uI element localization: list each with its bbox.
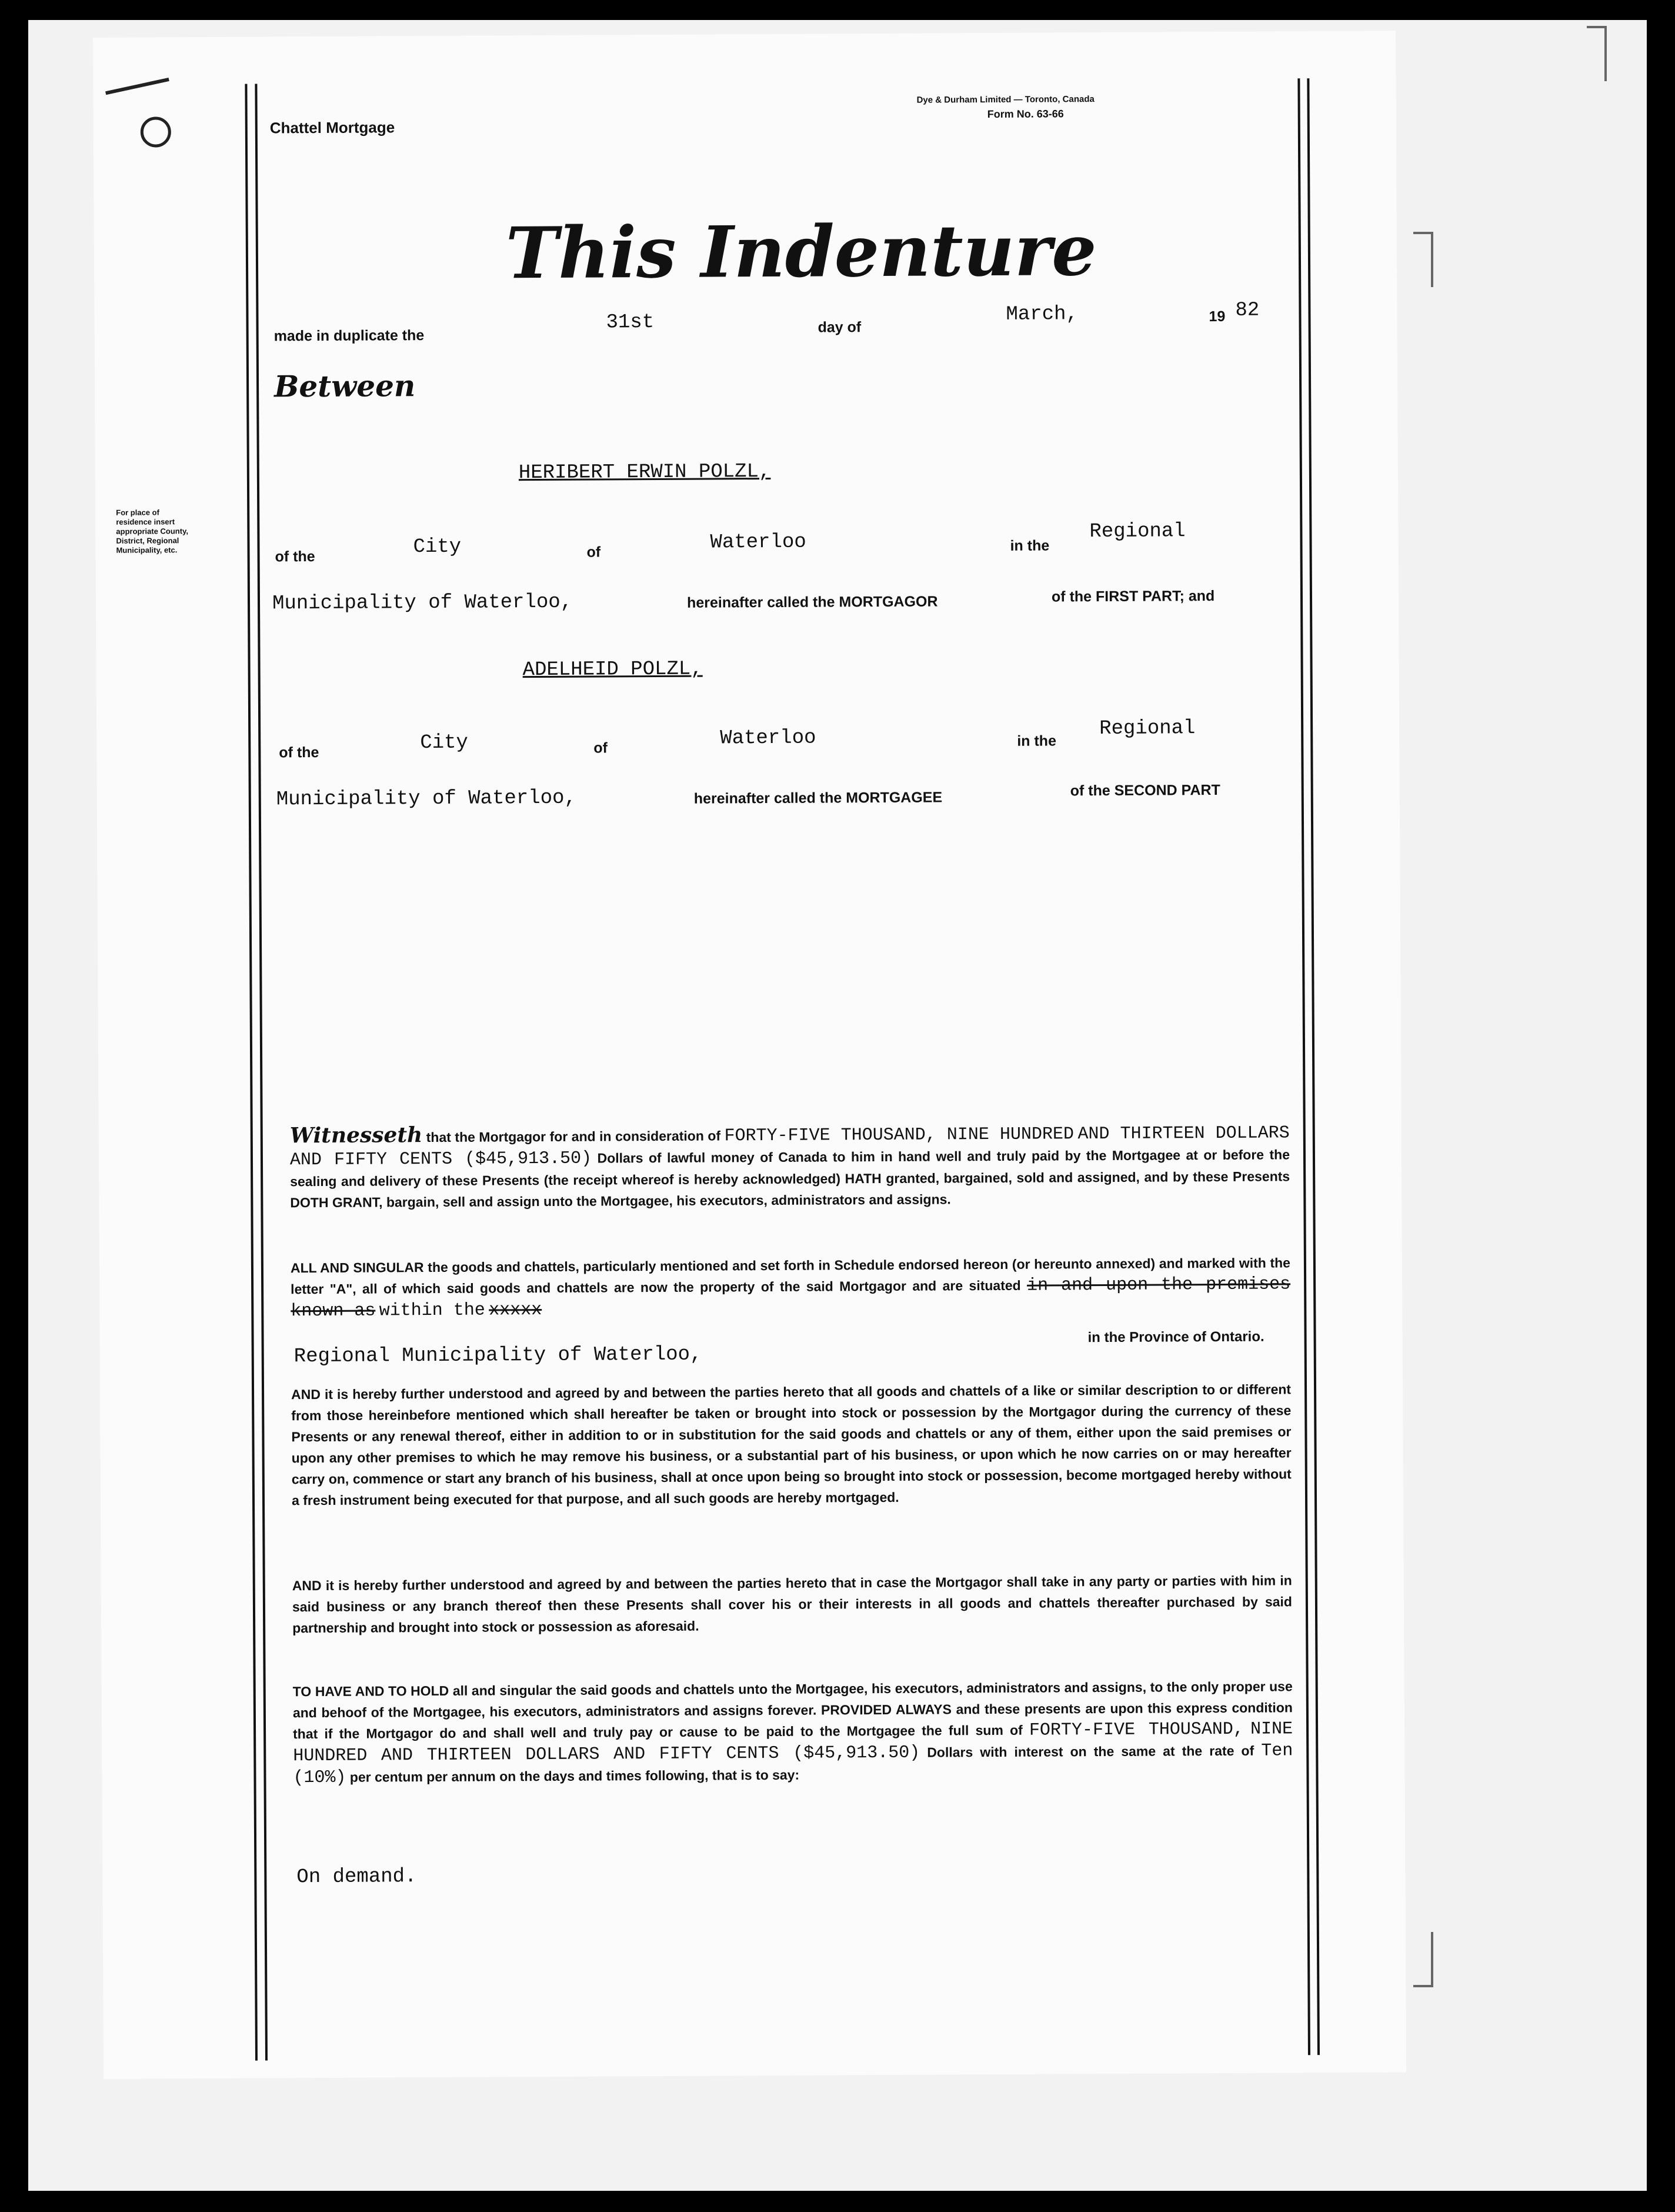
day-of-label: day of [818,319,862,336]
all-and-singular-clause: ALL AND SINGULAR the goods and chattels, particularly mentioned and set forth in Schedule endorsed hereon (or hereunto annexed) and marked with the letter "A", all of which said goods and chattels are now the property of the said Mortgagor and are situated in and upon the premises known as within the xxxxx [290,1255,1291,1322]
mortgagee-called: hereinafter called the MORTGAGEE [693,789,943,807]
principal-amount-2: NINE HUNDRED AND THIRTEEN DOLLARS AND FIFTY CENTS ($45,913.50) [293,1719,1293,1767]
struck-text: xxxxx [489,1300,542,1321]
consideration-amount-2: AND THIRTEEN DOLLARS AND FIFTY CENTS ($45,913.50) [289,1123,1290,1171]
witnesseth-clause: Witnesseth that the Mortgagor for and in consideration of FORTY-FIVE THOUSAND, NINE HUNDRED AND THIRTEEN DOLLARS AND FIFTY CENTS ($45,913.50) Dollars of lawful money of Canada to him in hand well and truly paid by the Mortgagee at or before the sealing and delivery of these Presents (the receipt whereof is hereby acknowledged) HATH granted, bargained, sold and assigned, and by these Presents DOTH GRANT, bargain, sell and assign unto the Mortgagee, his executors, administrators and assigns. [289,1122,1290,1211]
label: in the [1010,537,1050,554]
form-number: Form No. 63-66 [987,108,1064,121]
year-suffix: 82 [1235,299,1260,322]
mortgagee-municipality: Municipality of Waterloo, [276,787,576,811]
mortgagor-name: HERIBERT ERWIN POLZL, [518,460,771,485]
further-clause-2: AND it is hereby further understood and agreed by and between the parties hereto that in case the Mortgagor shall take in any party or parties with him in said business or any branch thereof then these Presents shall cover his or their interests in all goods and chattels thereafter purchased by said partnership and brought into stock or possession as aforesaid. [292,1573,1293,1636]
principal-amount-1: FORTY-FIVE THOUSAND, [1029,1719,1244,1741]
mortgagor-municipality: Municipality of Waterloo, [272,591,573,615]
label: of the [279,744,319,761]
date-label: made in duplicate the [273,327,425,345]
chattel-mortgage-form [93,31,1406,2079]
mortgagor-region: Regional [1089,520,1186,544]
between-heading: Between [273,368,416,404]
label: in the [1017,732,1057,749]
label: of [593,739,608,757]
habendum-clause: TO HAVE AND TO HOLD all and singular the said goods and chattels unto the Mortgagee, his executors, administrators and assigns, to the only proper use and behoof of the Mortgagee, his executors, administrators and assigns forever. PROVIDED ALWAYS and these presents are upon this express condition that if the Mortgagor do and shall well and truly pay or cause to be paid to the Mortgagee the full sum of FORTY-FIVE THOUSAND, NINE HUNDRED AND THIRTEEN DOLLARS AND FIFTY CENTS ($45,913.50) Dollars with interest on the same at the rate of Ten (10%) per centum per annum on the days and times following, that is to say: [292,1678,1293,1788]
struck-premises: in and upon the premises known as [291,1274,1291,1322]
goods-location: Regional Municipality of Waterloo, [293,1343,702,1368]
first-part: of the FIRST PART; and [1051,588,1215,605]
label: of the [275,548,315,565]
form-type: Chattel Mortgage [269,118,395,137]
scanned-page [28,20,1647,2191]
crop-mark [1587,26,1607,81]
second-part: of the SECOND PART [1070,781,1220,799]
further-clause-1: AND it is hereby further understood and agreed by and between the parties hereto that all goods and chattels of a like or similar description to or different from those hereinbefore mentioned which shall hereafter be taken or brought into stock or possession by the Mortgagor during the currency of these Presents or any renewal thereof, either in addition to or in substitution for the said goods and chattels or any of them, either upon the said premises or upon any other premises to which he may remove his business, or a substantial part of his business, or upon which he now carries on or may hereafter carry on, commence or start any branch of his business, shall at once upon being so brought into stock or possession, become mortgaged hereby without a fresh instrument being executed for that purpose, and all such goods are hereby mortgaged. [291,1381,1292,1508]
payment-terms: On demand. [296,1865,417,1889]
witnesseth-heading: Witnesseth [289,1122,423,1148]
day: 31st [606,311,655,334]
mortgagor-place: Waterloo [710,531,806,554]
crop-mark [1413,1932,1433,1987]
interest-rate: Ten (10%) [293,1741,1293,1788]
margin-note: For place of residence insert appropriate County, District, Regional Municipality, etc. [116,508,188,555]
mortgagor-called: hereinafter called the MORTGAGOR [686,593,938,611]
year-prefix: 19 [1209,308,1226,325]
mortgagee-city-type: City [420,731,469,755]
document-title: This Indenture [505,209,1097,295]
pen-mark [105,78,169,95]
mortgagee-region: Regional [1099,717,1196,741]
publisher: Dye & Durham Limited — Toronto, Canada [916,94,1095,105]
mortgagee-name: ADELHEID POLZL, [522,658,703,682]
mortgagor-city-type: City [413,535,462,559]
punch-hole [141,116,171,147]
province: in the Province of Ontario. [1087,1328,1264,1346]
month: March, [1006,303,1079,326]
mortgagee-place: Waterloo [720,727,816,750]
label: of [586,544,601,561]
consideration-amount-1: FORTY-FIVE THOUSAND, NINE HUNDRED [724,1124,1075,1147]
crop-mark [1413,232,1433,287]
